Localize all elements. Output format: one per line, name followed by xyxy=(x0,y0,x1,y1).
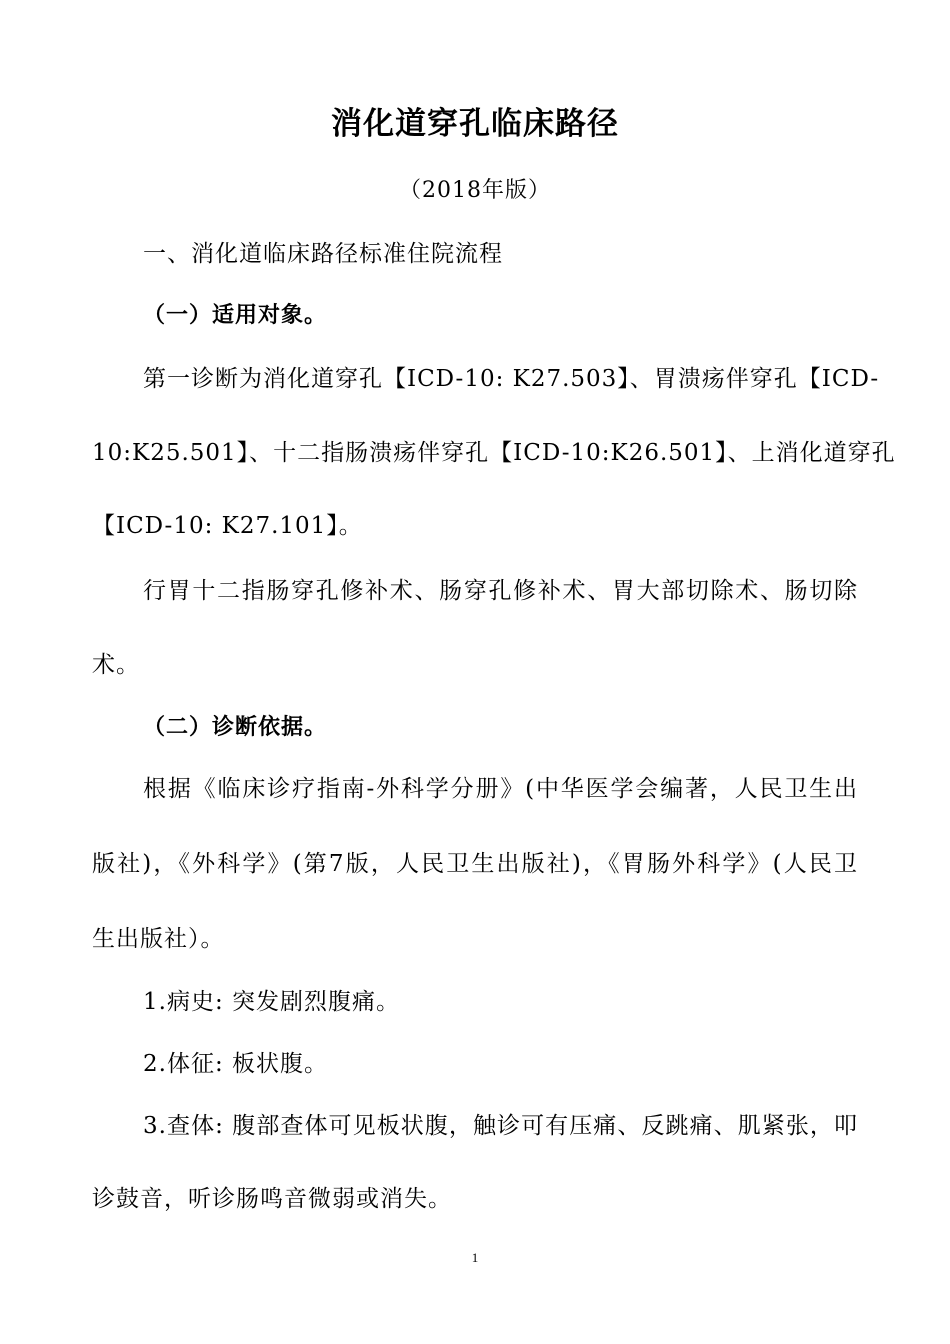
paragraph-line: 生出版社）。 xyxy=(92,926,225,952)
document-title: 消化道穿孔临床路径 xyxy=(331,106,619,142)
paragraph-line: 行胃十二指肠穿孔修补术、肠穿孔修补术、胃大部切除术、肠切除 xyxy=(143,578,858,604)
paragraph-line: 10:K25.501】、十二指肠溃疡伴穿孔【ICD-10:K26.501】、上消化道穿孔 xyxy=(92,440,896,466)
list-item-history: 1.病史: 突发剧烈腹痛。 xyxy=(143,989,401,1015)
paragraph-line: 术。 xyxy=(92,652,140,678)
list-item-signs: 2.体征: 板状腹。 xyxy=(143,1051,329,1077)
section-heading-1: 一、消化道临床路径标准住院流程 xyxy=(143,241,503,267)
paragraph-line: 【ICD-10: K27.101】。 xyxy=(92,513,363,539)
paragraph-line: 诊鼓音，听诊肠鸣音微弱或消失。 xyxy=(92,1186,452,1212)
document-subtitle: （2018年版） xyxy=(399,178,551,203)
page-number: 1 xyxy=(471,1250,479,1265)
subsection-heading-diagnosis-basis: （二）诊断依据。 xyxy=(143,714,328,740)
list-item-examination: 3.查体: 腹部查体可见板状腹，触诊可有压痛、反跳痛、肌紧张，叩 xyxy=(143,1113,858,1139)
paragraph-line: 版社)，《外科学》(第7版，人民卫生出版社)，《胃肠外科学》(人民卫 xyxy=(92,851,858,877)
paragraph-line: 第一诊断为消化道穿孔【ICD-10: K27.503】、胃溃疡伴穿孔【ICD- xyxy=(143,366,880,392)
paragraph-line: 根据《临床诊疗指南-外科学分册》(中华医学会编著，人民卫生出 xyxy=(143,776,858,802)
subsection-heading-applicable-objects: （一）适用对象。 xyxy=(143,302,328,328)
